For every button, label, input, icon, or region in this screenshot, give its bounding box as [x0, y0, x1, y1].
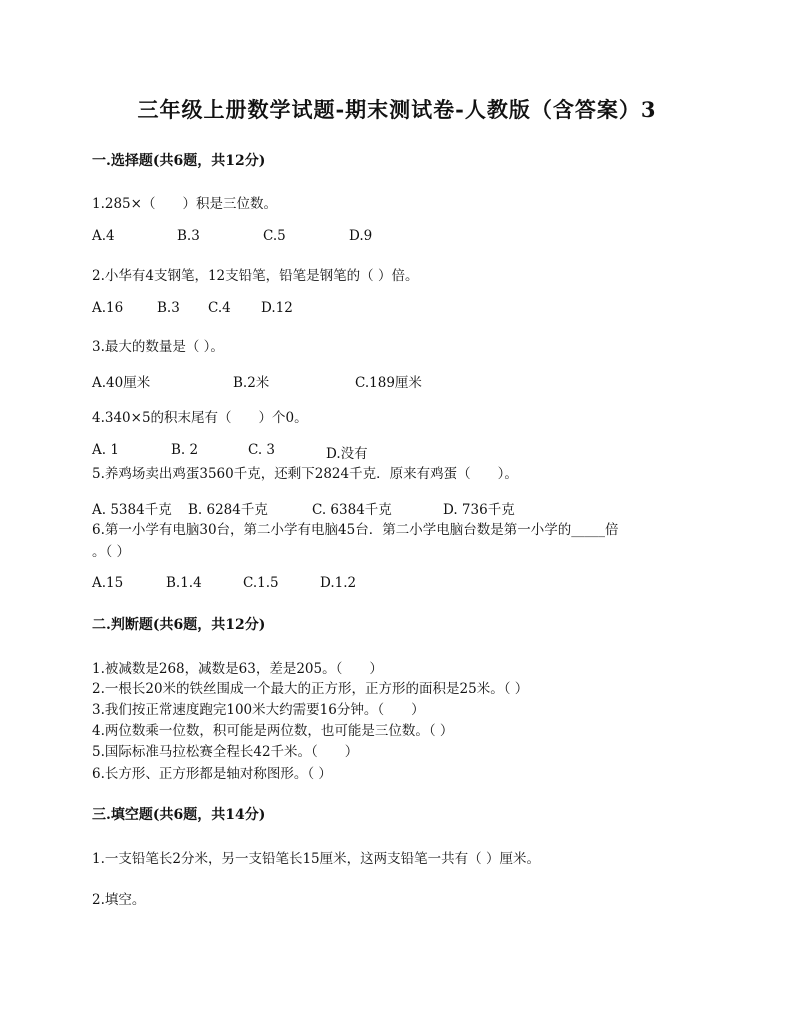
- option-c: C.189厘米: [355, 375, 422, 391]
- option-c: C.1.5: [243, 575, 279, 591]
- question-6-line1: 6.第一小学有电脑30台，第二小学有电脑45台．第二小学电脑台数是第一小学的_____倍: [92, 522, 619, 538]
- option-d: D. 736千克: [443, 502, 515, 518]
- option-b: B.3: [177, 228, 200, 244]
- option-b: B. 6284千克: [188, 502, 268, 518]
- question-2: 2.小华有4支钢笔，12支铅笔，铅笔是钢笔的（ ）倍。: [92, 268, 419, 284]
- question-1: 1.285×（ ）积是三位数。: [92, 196, 277, 212]
- option-c: C. 6384千克: [312, 502, 392, 518]
- page-title: 三年级上册数学试题-期末测试卷-人教版（含答案）3: [137, 97, 657, 122]
- question-6-line2: 。（ ）: [92, 544, 131, 560]
- fill-question-2: 2.填空。: [92, 892, 146, 908]
- judgement-item: 1.被减数是268，减数是63，差是205。（ ）: [92, 661, 383, 677]
- option-c: C. 3: [248, 442, 276, 458]
- judgement-item: 5.国际标准马拉松赛全程长42千米。（ ）: [92, 744, 359, 760]
- judgement-item: 6.长方形、正方形都是轴对称图形。（ ）: [92, 766, 332, 782]
- option-a: A.15: [92, 575, 124, 591]
- section-heading-judgement: 二.判断题(共6题，共12分): [92, 617, 266, 633]
- option-b: B.3: [157, 300, 180, 316]
- option-d: D.9: [349, 228, 373, 244]
- option-a: A.16: [92, 300, 124, 316]
- judgement-item: 3.我们按正常速度跑完100米大约需要16分钟。（ ）: [92, 702, 425, 718]
- option-b: B.1.4: [166, 575, 202, 591]
- option-d: D.12: [261, 300, 293, 316]
- section-heading-fill-blank: 三.填空题(共6题，共14分): [92, 807, 266, 823]
- option-a: A. 1: [92, 442, 119, 458]
- judgement-item: 2.一根长20米的铁丝围成一个最大的正方形，正方形的面积是25米。（ ）: [92, 681, 529, 697]
- option-a: A.40厘米: [92, 375, 151, 391]
- question-4: 4.340×5的积末尾有（ ）个0。: [92, 410, 308, 426]
- question-3: 3.最大的数量是（ ）。: [92, 339, 224, 355]
- option-b: B. 2: [171, 442, 199, 458]
- fill-question-1: 1.一支铅笔长2分米，另一支铅笔长15厘米，这两支铅笔一共有（ ）厘米。: [92, 851, 540, 867]
- option-c: C.4: [208, 300, 231, 316]
- option-a: A.4: [92, 228, 115, 244]
- option-d: D.1.2: [320, 575, 357, 591]
- section-heading-choice: 一.选择题(共6题，共12分): [92, 153, 266, 169]
- option-d: D.没有: [326, 446, 368, 462]
- option-c: C.5: [263, 228, 286, 244]
- question-5: 5.养鸡场卖出鸡蛋3560千克，还剩下2824千克．原来有鸡蛋（ ）。: [92, 466, 518, 482]
- judgement-item: 4.两位数乘一位数，积可能是两位数，也可能是三位数。（ ）: [92, 723, 454, 739]
- option-a: A. 5384千克: [92, 502, 172, 518]
- option-b: B.2米: [233, 375, 270, 391]
